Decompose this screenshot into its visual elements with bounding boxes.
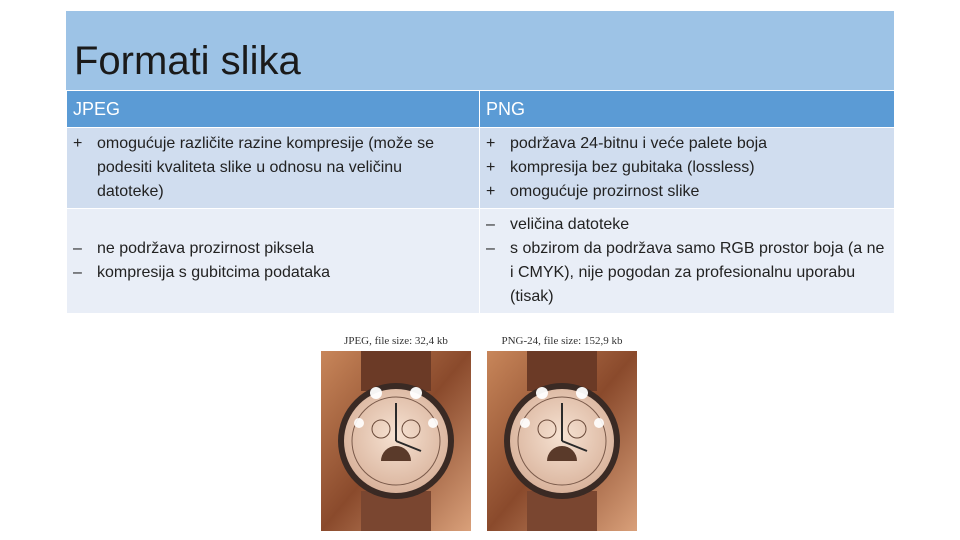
jpeg-pros-cell [67, 128, 480, 209]
list-item-text: omogućuje različite razine kompresije (može se podesiti kvaliteta slike u odnosu na veličinu datoteke) [97, 135, 435, 200]
slide-title: Formati slika [74, 39, 301, 83]
minus-marker: – [486, 216, 495, 233]
list-item-text: kompresija bez gubitaka (lossless) [510, 159, 755, 176]
list-item-text: ne podržava prozirnost piksela [97, 240, 315, 257]
png-pros-list [486, 132, 888, 204]
comparison-table [66, 90, 895, 314]
jpeg-pros-list [73, 132, 473, 204]
jpeg-example-figure [321, 335, 471, 531]
watch-photo-icon [487, 351, 637, 531]
minus-marker: – [73, 264, 82, 281]
list-item [486, 180, 888, 204]
plus-marker: + [486, 183, 496, 200]
plus-marker: + [486, 135, 496, 152]
png-cons-cell [480, 209, 895, 314]
list-item [73, 132, 473, 204]
png-image-caption: PNG-24, file size: 152,9 kb [501, 335, 623, 347]
list-item-text: veličina datoteke [510, 216, 630, 233]
list-item [486, 213, 888, 237]
plus-marker: + [486, 159, 496, 176]
plus-marker: + [73, 135, 83, 152]
png-example-figure [487, 335, 637, 531]
list-item [73, 261, 473, 285]
minus-marker: – [486, 240, 495, 257]
list-item [73, 237, 473, 261]
list-item-text: omogućuje prozirnost slike [510, 183, 700, 200]
minus-marker: – [73, 240, 82, 257]
list-item [486, 132, 888, 156]
header-jpeg: JPEG [67, 91, 480, 128]
list-item [486, 156, 888, 180]
png-pros-cell [480, 128, 895, 209]
jpeg-cons-list [73, 237, 473, 285]
list-item-text: s obzirom da podržava samo RGB prostor boja (a ne i CMYK), nije pogodan za profesionalnu uporabu (tisak) [510, 240, 885, 305]
list-item-text: podržava 24-bitnu i veće palete boja [510, 135, 768, 152]
title-bar [66, 11, 894, 90]
watch-photo-icon [321, 351, 471, 531]
jpeg-image-caption: JPEG, file size: 32,4 kb [344, 335, 448, 347]
png-cons-list [486, 213, 888, 309]
jpeg-cons-cell [67, 209, 480, 314]
list-item [486, 237, 888, 309]
list-item-text: kompresija s gubitcima podataka [97, 264, 331, 281]
header-png: PNG [480, 91, 895, 128]
